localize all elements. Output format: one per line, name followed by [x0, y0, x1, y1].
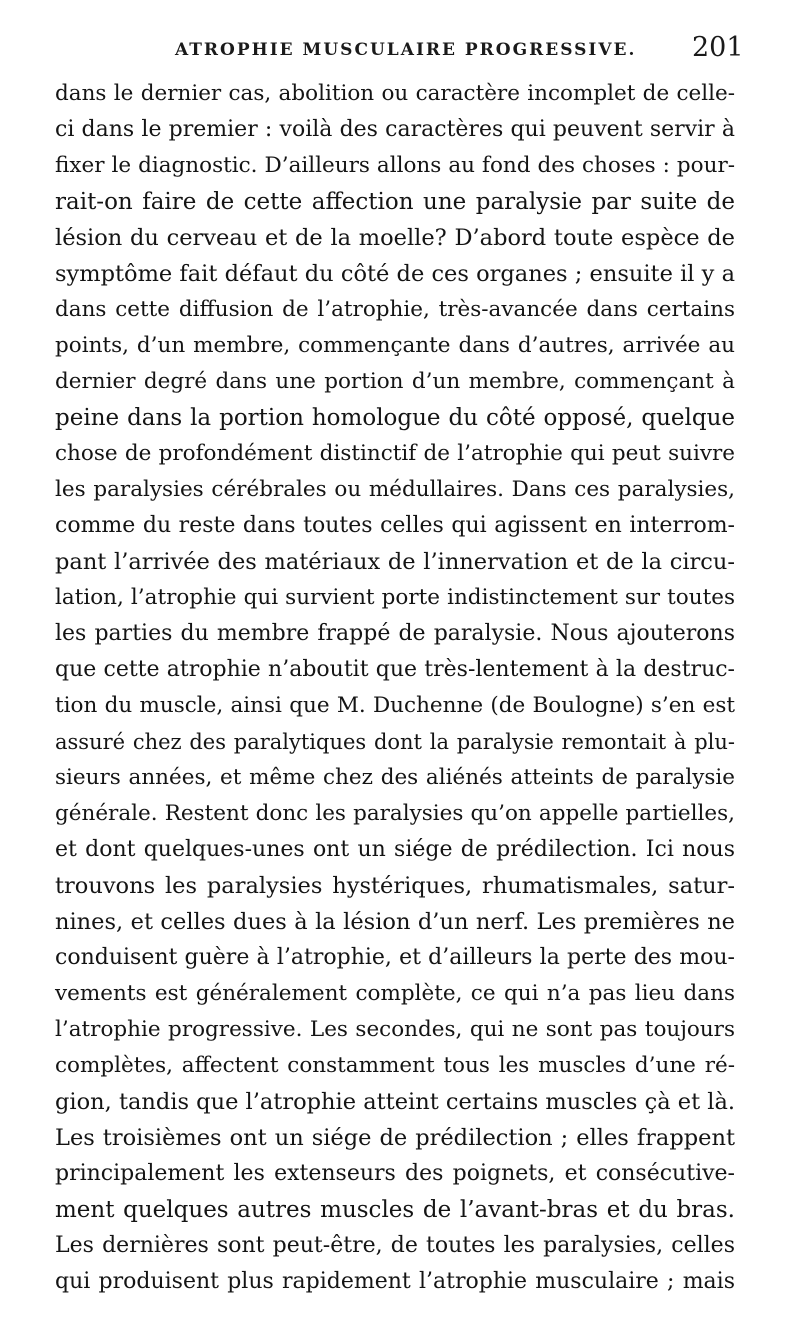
text-line: dernier degré dans une portion d’un membre, commençant à: [55, 369, 735, 394]
text-line: complètes, affectent constamment tous les muscles d’une ré-: [55, 1053, 735, 1078]
text-line: que cette atrophie n’aboutit que très-lentement à la destruc-: [55, 657, 735, 682]
text-line: principalement les extenseurs des poignets, et consécutive-: [55, 1161, 735, 1186]
running-title: ATROPHIE MUSCULAIRE PROGRESSIVE.: [175, 40, 637, 60]
text-line: tion du muscle, ainsi que M. Duchenne (de Boulogne) s’en est: [55, 693, 735, 718]
text-line: nines, et celles dues à la lésion d’un nerf. Les premières ne: [55, 909, 735, 935]
text-line: peine dans la portion homologue du côté opposé, quelque: [55, 405, 735, 431]
text-line: les paralysies cérébrales ou médullaires. Dans ces paralysies,: [55, 477, 735, 502]
text-line: trouvons les paralysies hystériques, rhumatismales, satur-: [55, 873, 735, 899]
text-line: Les troisièmes ont un siége de prédilection ; elles frappent: [55, 1125, 735, 1151]
text-line: lésion du cerveau et de la moelle? D’abord toute espèce de: [55, 225, 735, 251]
text-line: conduisent guère à l’atrophie, et d’ailleurs la perte des mou-: [55, 945, 735, 970]
text-line: comme du reste dans toutes celles qui agissent en interrom-: [55, 513, 735, 538]
text-line: générale. Restent donc les paralysies qu’on appelle partielles,: [55, 801, 735, 826]
text-line: ci dans le premier : voilà des caractères qui peuvent servir à: [55, 117, 735, 142]
text-line: dans cette diffusion de l’atrophie, très-avancée dans certains: [55, 297, 735, 322]
text-line: ment quelques autres muscles de l’avant-bras et du bras.: [55, 1197, 735, 1223]
text-line: Les dernières sont peut-être, de toutes les paralysies, celles: [55, 1233, 735, 1258]
text-line: sieurs années, et même chez des aliénés atteints de paralysie: [55, 765, 735, 790]
text-line: gion, tandis que l’atrophie atteint certains muscles çà et là.: [55, 1089, 736, 1115]
text-line: assuré chez des paralytiques dont la paralysie remontait à plu-: [55, 730, 735, 754]
text-line: et dont quelques-unes ont un siége de prédilection. Ici nous: [55, 837, 735, 862]
text-line: chose de profondément distinctif de l’atrophie qui peut suivre: [55, 441, 735, 466]
text-line: fixer le diagnostic. D’ailleurs allons au fond des choses : pour-: [55, 153, 735, 178]
text-line: points, d’un membre, commençante dans d’autres, arrivée au: [55, 333, 735, 358]
text-line: dans le dernier cas, abolition ou caractère incomplet de celle-: [55, 81, 735, 106]
page-number: 201: [692, 32, 744, 63]
text-line: rait-on faire de cette affection une paralysie par suite de: [55, 189, 735, 215]
text-line: l’atrophie progressive. Les secondes, qui ne sont pas toujours: [55, 1017, 735, 1042]
text-line: pant l’arrivée des matériaux de l’innervation et de la circu-: [55, 549, 735, 575]
text-line: symptôme fait défaut du côté de ces organes ; ensuite il y a: [55, 261, 735, 287]
text-line: lation, l’atrophie qui survient porte indistinctement sur toutes: [55, 585, 735, 610]
text-line: vements est généralement complète, ce qui n’a pas lieu dans: [55, 981, 735, 1006]
text-line: qui produisent plus rapidement l’atrophie musculaire ; mais: [55, 1269, 735, 1294]
text-line: les parties du membre frappé de paralysie. Nous ajouterons: [55, 621, 735, 646]
